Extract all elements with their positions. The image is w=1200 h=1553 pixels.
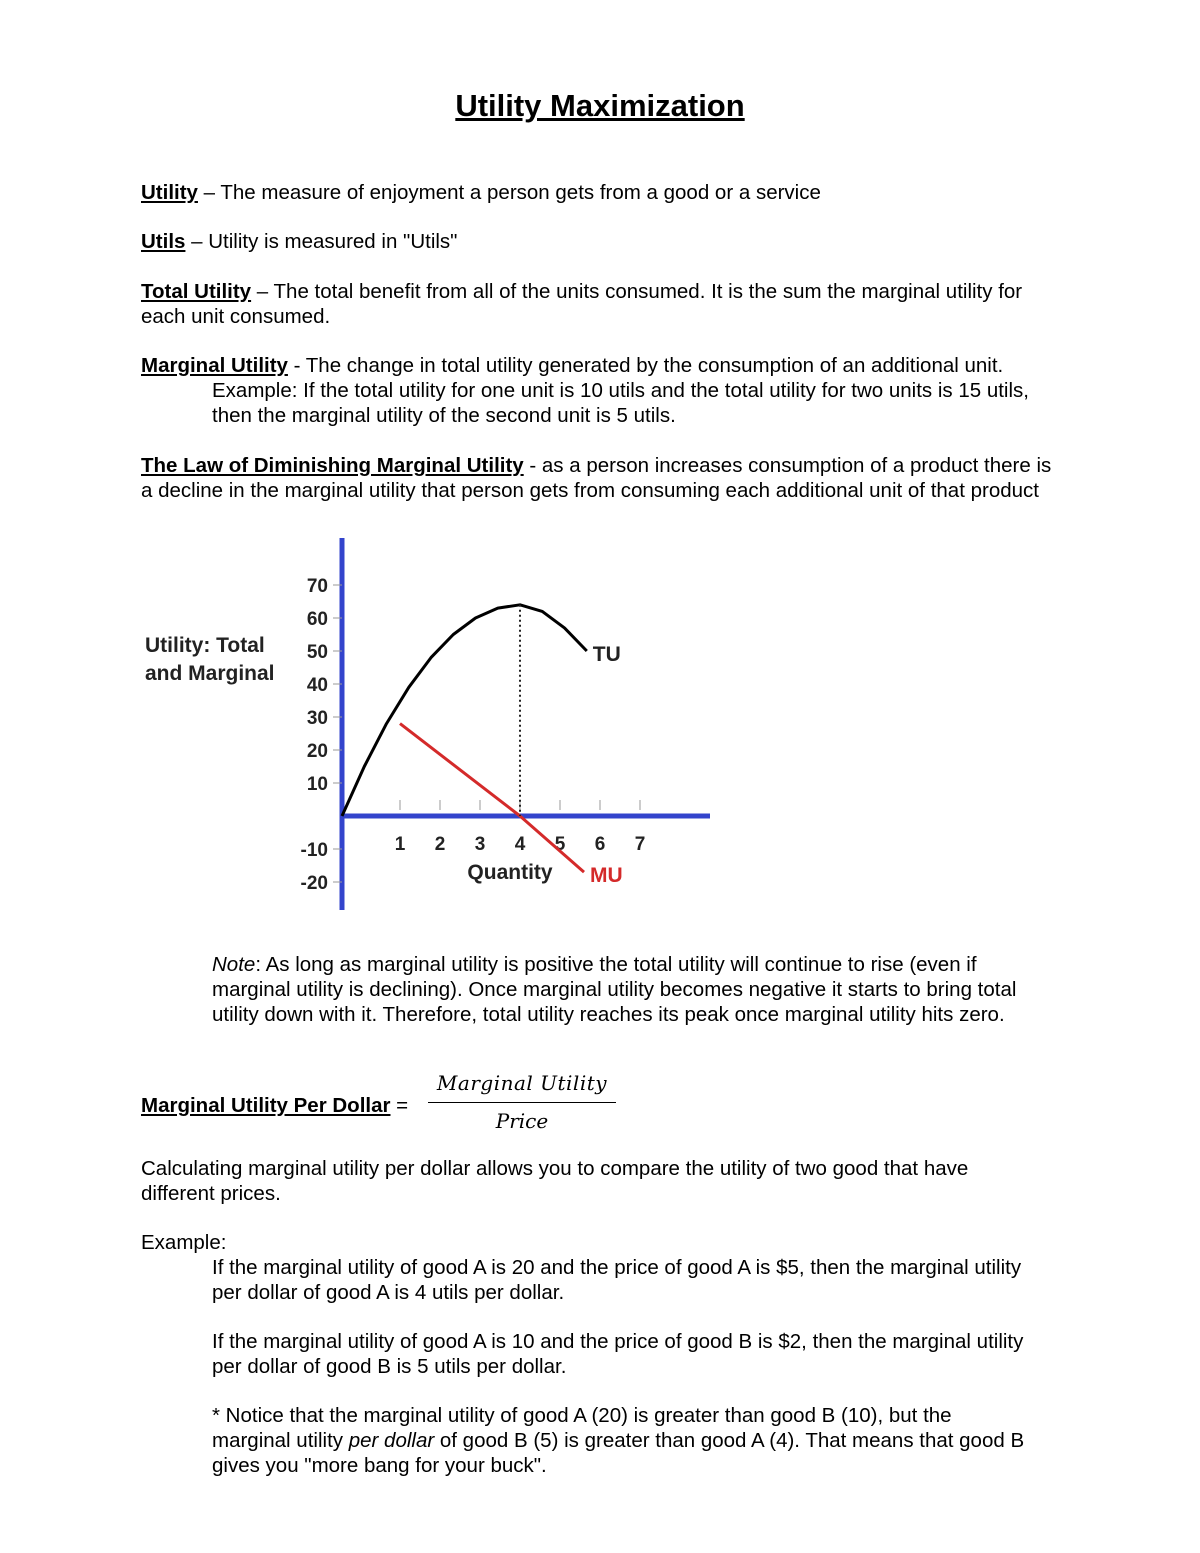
y-tick-label: 20 — [306, 741, 328, 762]
definition-utility — [141, 180, 1056, 205]
marginal-utility-example: Example: If the total utility for one unit is 10 utils and the total utility for two units is 15 utils, then the marginal utility of the second unit is 5 utils. — [212, 379, 1029, 427]
y-tick-label: 50 — [306, 642, 328, 663]
note-text: : As long as marginal utility is positive the total utility will continue to rise (even if marginal utility is declining). Once marginal utility becomes negative it starts to bring total utility down with it. Therefore, total utility reaches its peak once marginal utility hits zero. — [212, 953, 1017, 1026]
example-1: If the marginal utility of good A is 20 and the price of good A is $5, then the marginal utility per dollar of good A is 4 utils per dollar. — [212, 1256, 1022, 1304]
y-tick-label: 30 — [306, 708, 328, 729]
series-line-tu — [342, 605, 587, 816]
definition-utility-text: – The measure of enjoyment a person gets from a good or a service — [197, 181, 821, 204]
term-mu-per-dollar: Marginal Utility Per Dollar — [141, 1094, 391, 1117]
note-label: Note — [212, 953, 256, 976]
term-utils: Utils — [141, 230, 186, 253]
definition-total-utility — [141, 279, 1056, 329]
series-line-mu — [400, 724, 584, 873]
y-tick-label: 10 — [306, 774, 328, 795]
y-tick-label: 70 — [306, 576, 328, 597]
term-total-utility: Total Utility — [141, 280, 252, 303]
term-law: The Law of Diminishing Marginal Utility — [141, 454, 524, 477]
y-tick-label: 60 — [306, 609, 328, 630]
formula-denominator: Price — [495, 1109, 549, 1133]
definition-total-utility-text: – The total benefit from all of the units consumed. It is the sum the marginal utility for each unit consumed. — [141, 280, 1023, 328]
term-marginal-utility: Marginal Utility — [141, 354, 288, 377]
example-2: If the marginal utility of good A is 10 and the price of good B is $2, then the marginal utility per dollar of good B is 5 utils per dollar. — [212, 1330, 1024, 1378]
definition-marginal-utility — [141, 353, 1071, 378]
example-3-part2: of good B (5) is greater than good A (4). That means that good B gives you "more bang for your buck". — [212, 1429, 1025, 1477]
definition-utils — [141, 229, 1056, 254]
example-label: Example: — [141, 1231, 227, 1254]
formula-fraction — [428, 1068, 616, 1135]
law-of-diminishing-marginal-utility — [141, 453, 1056, 503]
x-tick-label: 2 — [434, 834, 446, 855]
example-3-italic: per dollar — [348, 1429, 435, 1452]
fraction-bar — [428, 1102, 616, 1103]
formula-numerator: Marginal Utility — [436, 1071, 608, 1095]
y-axis-label-line1: Utility: Total — [145, 634, 265, 657]
x-tick-label: 7 — [634, 834, 646, 855]
example-3 — [212, 1403, 1032, 1478]
example-3-part1: * Notice that the marginal utility of good A (20) is greater than good B (10), but the marginal utility — [212, 1404, 952, 1452]
term-utility: Utility — [141, 181, 198, 204]
series-label-tu: TU — [592, 643, 621, 666]
y-axis-label-line2: and Marginal — [145, 662, 275, 685]
law-text: - as a person increases consumption of a product there is a decline in the marginal utility that person gets from consuming each additional unit of that product — [141, 454, 1052, 502]
x-tick-label: 1 — [394, 834, 406, 855]
note-paragraph — [212, 952, 1052, 1027]
page-title: Utility Maximization — [455, 88, 745, 123]
x-axis-label: Quantity — [467, 861, 553, 884]
y-tick-label: 40 — [306, 675, 328, 696]
calc-paragraph: Calculating marginal utility per dollar allows you to compare the utility of two good that have different prices. — [141, 1157, 969, 1205]
y-tick-label: -20 — [300, 873, 328, 894]
definition-utils-text: – Utility is measured in "Utils" — [185, 230, 458, 253]
y-tick-label: -10 — [300, 840, 328, 861]
series-label-mu: MU — [590, 864, 623, 888]
x-tick-label: 4 — [514, 834, 526, 855]
x-tick-label: 5 — [554, 834, 566, 855]
x-tick-label: 6 — [594, 834, 606, 855]
formula-lhs — [141, 1094, 408, 1118]
utility-chart — [135, 530, 725, 915]
x-tick-label: 3 — [474, 834, 486, 855]
mu-per-dollar-formula — [141, 1068, 741, 1138]
formula-equals: = — [390, 1094, 409, 1117]
definition-marginal-utility-text: - The change in total utility generated by the consumption of an additional unit. — [287, 354, 1004, 377]
